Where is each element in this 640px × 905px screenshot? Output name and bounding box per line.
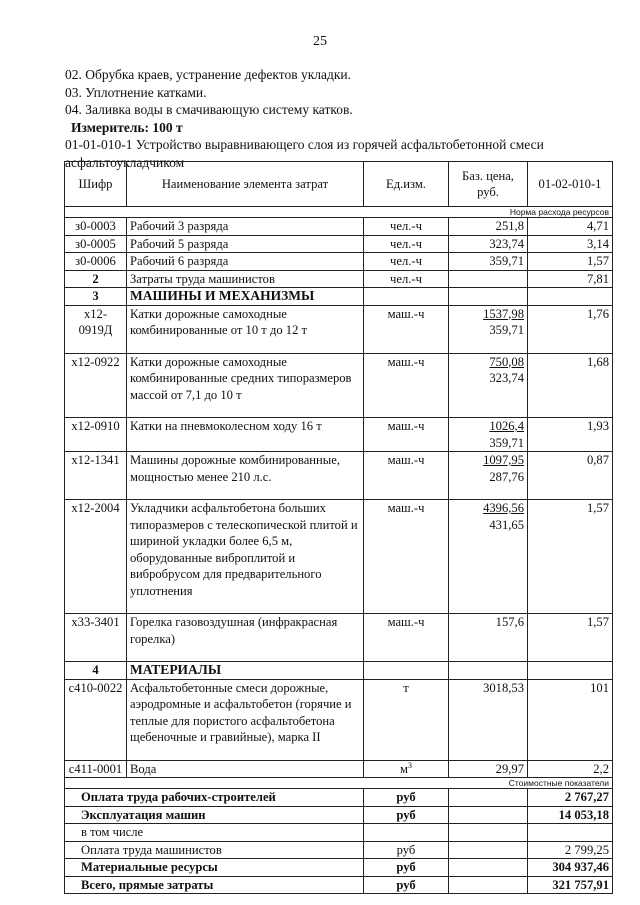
cost-name: Всего, прямые затраты — [65, 876, 364, 894]
machines-section — [65, 305, 613, 662]
empty-cell — [449, 288, 528, 306]
row-norm: 2,2 — [528, 760, 613, 778]
cost-row — [65, 859, 613, 877]
row-name: Рабочий 6 разряда — [127, 253, 364, 271]
operator-wage: 287,76 — [489, 469, 524, 484]
row-norm: 0,87 — [528, 452, 613, 500]
row-unit: маш.-ч — [364, 614, 449, 662]
cost-name: Оплата труда машинистов — [65, 841, 364, 859]
band-row — [65, 778, 613, 789]
row-code: с410-0022 — [65, 679, 127, 760]
cost-name: Оплата труда рабочих-строителей — [65, 789, 364, 807]
cost-value: 321 757,91 — [528, 876, 613, 894]
norm-title: 01-01-010-1 Устройство выравнивающего слоя из горячей асфальтобетонной смеси — [65, 137, 544, 152]
row-code: х12-0919Д — [65, 305, 127, 353]
row-code: з0-0006 — [65, 253, 127, 271]
empty-cell — [449, 662, 528, 680]
row-code: х12-1341 — [65, 452, 127, 500]
section-header — [65, 662, 613, 680]
row-price — [449, 500, 528, 614]
row-norm: 1,93 — [528, 418, 613, 452]
row-code: х12-2004 — [65, 500, 127, 614]
row-price: 3018,53 — [449, 679, 528, 760]
cost-value: 14 053,18 — [528, 806, 613, 824]
labor-total-row — [65, 270, 613, 288]
header-code: Шифр — [65, 162, 127, 207]
row-norm: 1,57 — [528, 614, 613, 662]
row-name: Машины дорожные комбинированные, мощностью менее 210 л.с. — [127, 452, 364, 500]
base-price: 1097,95 — [483, 453, 524, 467]
cost-unit: руб — [364, 859, 449, 877]
labor-section — [65, 218, 613, 271]
table-row — [65, 452, 613, 500]
cost-value: 304 937,46 — [528, 859, 613, 877]
table-row — [65, 418, 613, 452]
band-norm-label: Норма расхода ресурсов — [65, 207, 613, 218]
header-name: Наименование элемента затрат — [127, 162, 364, 207]
row-code: х33-3401 — [65, 614, 127, 662]
base-price: 750,08 — [489, 354, 524, 369]
table-row — [65, 500, 613, 614]
header-unit: Ед.изм. — [364, 162, 449, 207]
row-name: Катки на пневмоколесном ходу 16 т — [127, 418, 364, 452]
row-price — [449, 305, 528, 353]
row-name: Асфальтобетонные смеси дорожные, аэродромные и асфальтобетон (горячие и теплые для пористого асфальтобетона щебеночные и гравийные), марка II — [127, 679, 364, 760]
cost-row — [65, 789, 613, 807]
section-header — [65, 288, 613, 306]
empty-cell — [449, 806, 528, 824]
table-row — [65, 353, 613, 418]
cost-row — [65, 824, 613, 842]
table-header — [65, 162, 613, 207]
cost-name: в том числе — [65, 824, 364, 842]
row-unit: маш.-ч — [364, 452, 449, 500]
row-norm: 3,14 — [528, 235, 613, 253]
cost-row — [65, 876, 613, 894]
row-price — [449, 353, 528, 418]
row-name: Горелка газовоздушная (инфракрасная горелка) — [127, 614, 364, 662]
labor-total-norm: 7,81 — [528, 270, 613, 288]
base-price: 1537,98 — [483, 306, 524, 321]
cost-row — [65, 806, 613, 824]
row-norm: 1,57 — [528, 253, 613, 271]
operator-wage: 323,74 — [489, 371, 524, 385]
row-name: Рабочий 3 разряда — [127, 218, 364, 236]
row-price: 29,97 — [449, 760, 528, 778]
cost-unit: руб — [364, 806, 449, 824]
intro-line: 02. Обрубка краев, устранение дефектов укладки. — [65, 67, 352, 82]
labor-total-unit: чел.-ч — [364, 270, 449, 288]
intro-line: 04. Заливка воды в смачивающую систему катков. — [65, 102, 353, 117]
table-row — [65, 235, 613, 253]
cost-unit: руб — [364, 789, 449, 807]
row-name: Укладчики асфальтобетона больших типоразмеров с телескопической плитой и шириной укладки более 6,5 м, оборудованные виброплитой и вибробрусом для предварительного уплотнения — [127, 500, 364, 614]
row-unit: маш.-ч — [364, 500, 449, 614]
row-code: з0-0005 — [65, 235, 127, 253]
intro-text — [65, 66, 625, 171]
empty-cell — [449, 859, 528, 877]
header-norm: 01-02-010-1 — [528, 162, 613, 207]
row-norm: 1,76 — [528, 305, 613, 353]
row-unit: маш.-ч — [364, 305, 449, 353]
row-unit: т — [364, 679, 449, 760]
resource-table — [64, 161, 613, 894]
row-unit: чел.-ч — [364, 235, 449, 253]
table-row — [65, 305, 613, 353]
row-name: Катки дорожные самоходные комбинированные от 10 т до 12 т — [127, 305, 364, 353]
row-code: х12-0922 — [65, 353, 127, 418]
unit-superscript: 3 — [407, 760, 412, 770]
band-row — [65, 207, 613, 218]
cost-unit — [364, 824, 449, 842]
operator-wage: 431,65 — [489, 517, 524, 532]
row-unit: чел.-ч — [364, 218, 449, 236]
row-norm: 101 — [528, 679, 613, 760]
table-row — [65, 679, 613, 760]
row-code: з0-0003 — [65, 218, 127, 236]
row-code: с411-0001 — [65, 760, 127, 778]
intro-line: 03. Уплотнение катками. — [65, 84, 207, 100]
base-price: 1026,4 — [489, 419, 524, 433]
row-name: Катки дорожные самоходные комбинированные средних типоразмеров массой от 7,1 до 10 т — [127, 353, 364, 418]
header-price: Баз. цена, руб. — [449, 162, 528, 207]
table-row — [65, 614, 613, 662]
section-code: 4 — [65, 662, 127, 680]
row-price: 251,8 — [449, 218, 528, 236]
band-cost-label: Стоимостные показатели — [65, 778, 613, 789]
empty-cell — [449, 824, 528, 842]
cost-name: Эксплуатация машин — [65, 806, 364, 824]
cost-unit: руб — [364, 841, 449, 859]
cost-value: 2 799,25 — [528, 841, 613, 859]
labor-total-code: 2 — [65, 270, 127, 288]
cost-value: 2 767,27 — [528, 789, 613, 807]
empty-cell — [449, 876, 528, 894]
cost-value — [528, 824, 613, 842]
row-name: Вода — [127, 760, 364, 778]
row-price — [449, 452, 528, 500]
labor-total-name: Затраты труда машинистов — [127, 270, 364, 288]
row-norm: 4,71 — [528, 218, 613, 236]
table-row — [65, 218, 613, 236]
row-norm: 1,68 — [528, 353, 613, 418]
row-price: 359,71 — [449, 253, 528, 271]
section-title: МАТЕРИАЛЫ — [127, 662, 364, 680]
page-number: 25 — [313, 34, 327, 49]
row-norm: 1,57 — [528, 500, 613, 614]
meter-label: Измеритель: 100 т — [71, 119, 183, 135]
table-row — [65, 253, 613, 271]
section-code: 3 — [65, 288, 127, 306]
row-price: 323,74 — [449, 235, 528, 253]
base-price: 157,6 — [495, 615, 524, 629]
labor-total-price — [449, 270, 528, 288]
row-name: Рабочий 5 разряда — [127, 235, 364, 253]
section-title: МАШИНЫ И МЕХАНИЗМЫ — [127, 288, 364, 306]
row-price — [449, 418, 528, 452]
row-price — [449, 614, 528, 662]
cost-name: Материальные ресурсы — [65, 859, 364, 877]
empty-cell — [449, 841, 528, 859]
empty-cell — [528, 662, 613, 680]
row-unit: чел.-ч — [364, 253, 449, 271]
empty-cell — [364, 662, 449, 680]
empty-cell — [364, 288, 449, 306]
row-unit: $м^3$ — [364, 760, 449, 778]
base-price: 4396,56 — [483, 501, 524, 515]
row-code: х12-0910 — [65, 418, 127, 452]
norm-title-cont: асфальтоукладчиком — [65, 154, 185, 170]
row-unit: маш.-ч — [364, 353, 449, 418]
empty-cell — [449, 789, 528, 807]
empty-cell — [528, 288, 613, 306]
table-row — [65, 760, 613, 778]
cost-unit: руб — [364, 876, 449, 894]
operator-wage: 359,71 — [489, 435, 524, 450]
costs-section — [65, 789, 613, 894]
operator-wage: 359,71 — [489, 323, 524, 337]
cost-row — [65, 841, 613, 859]
row-unit: маш.-ч — [364, 418, 449, 452]
materials-section — [65, 679, 613, 778]
